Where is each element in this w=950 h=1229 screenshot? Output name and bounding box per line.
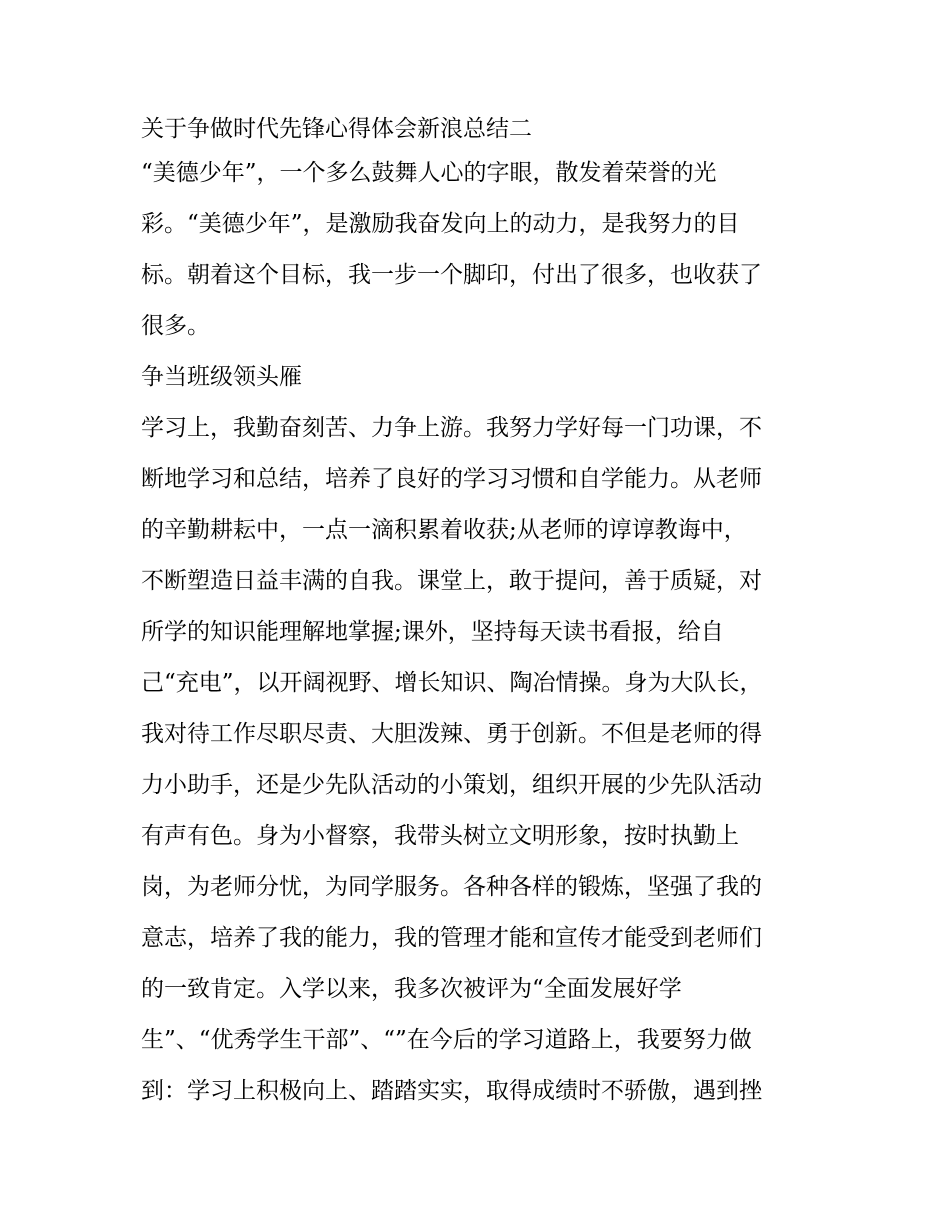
text-line: 我对待工作尽职尽责、大胆泼辣、勇于创新。不但是老师的得 xyxy=(141,721,762,747)
text-line: 意志，培养了我的能力，我的管理才能和宣传才能受到老师们 xyxy=(141,925,762,951)
document-title: 关于争做时代先锋心得体会新浪总结二 xyxy=(141,116,532,142)
text-line: 有声有色。身为小督察，我带头树立文明形象，按时执勤上 xyxy=(141,823,739,849)
text-line: “美德少年”，一个多么鼓舞人心的字眼，散发着荣誉的光 xyxy=(141,160,717,186)
text-line: 力小助手，还是少先队活动的小策划，组织开展的少先队活动 xyxy=(141,772,762,798)
text-line: 己“充电”，以开阔视野、增长知识、陶冶情操。身为大队长， xyxy=(141,670,763,696)
text-line: 的辛勤耕耘中，一点一滴积累着收获;从老师的谆谆教诲中， xyxy=(141,517,747,543)
document-body xyxy=(141,110,831,1117)
text-line: 到：学习上积极向上、踏踏实实，取得成绩时不骄傲，遇到挫 xyxy=(141,1078,762,1104)
text-line: 学习上，我勤奋刻苦、力争上游。我努力学好每一门功课，不 xyxy=(141,415,762,441)
section-heading: 争当班级领头雁 xyxy=(141,364,302,390)
text-line: 生”、“优秀学生干部”、“”在今后的学习道路上，我要努力做 xyxy=(141,1027,752,1053)
text-line: 的一致肯定。入学以来，我多次被评为“全面发展好学 xyxy=(141,976,682,1002)
text-line: 断地学习和总结，培养了良好的学习习惯和自学能力。从老师 xyxy=(141,466,762,492)
text-line: 彩。“美德少年”，是激励我奋发向上的动力，是我努力的目 xyxy=(141,211,740,237)
text-line: 标。朝着这个目标，我一步一个脚印，付出了很多，也收获了 xyxy=(141,262,762,288)
text-line: 不断塑造日益丰满的自我。课堂上，敢于提问，善于质疑，对 xyxy=(141,568,762,594)
text-line: 很多。 xyxy=(141,313,210,339)
text-line: 岗，为老师分忧，为同学服务。各种各样的锻炼，坚强了我的 xyxy=(141,874,762,900)
text-line: 所学的知识能理解地掌握;课外，坚持每天读书看报，给自 xyxy=(141,619,724,645)
